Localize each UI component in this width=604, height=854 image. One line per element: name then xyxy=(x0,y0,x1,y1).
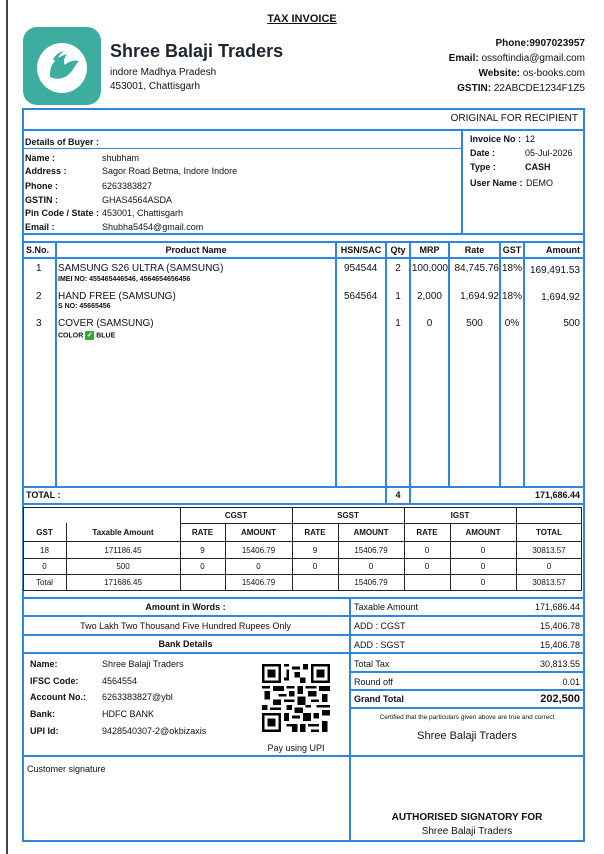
tax-col-rate: RATE xyxy=(304,528,326,537)
tax-cell: 15406.79 xyxy=(354,578,388,587)
summary-value: 30,813.55 xyxy=(539,659,580,669)
summary-value: 15,406.78 xyxy=(539,621,580,631)
divider xyxy=(22,615,349,617)
divider xyxy=(23,541,582,542)
qr-code-icon xyxy=(262,664,330,732)
gstin-value: 22ABCDE1234F1Z5 xyxy=(491,83,585,94)
invoice-no: 12 xyxy=(525,134,536,144)
tax-col-taxable: Taxable Amount xyxy=(92,528,154,537)
item-sub-value: BLUE xyxy=(96,332,116,340)
invoice-date: 05-Jul-2026 xyxy=(525,148,573,158)
buyer-phone: 6263383827 xyxy=(102,181,153,191)
divider xyxy=(22,652,349,654)
bank-upi-label: UPI Id: xyxy=(30,726,59,736)
divider xyxy=(22,233,585,235)
gstin-label: GSTIN: xyxy=(457,83,492,94)
buyer-phone-label: Phone : xyxy=(25,181,58,191)
divider xyxy=(22,634,349,636)
divider xyxy=(349,615,585,617)
company-address-line1: indore Madhya Pradesh xyxy=(110,67,217,78)
divider xyxy=(22,597,585,599)
tax-cell: 0 xyxy=(480,562,486,571)
divider xyxy=(22,755,585,757)
tax-cell: 500 xyxy=(116,562,130,571)
divider xyxy=(23,574,582,575)
divider xyxy=(23,558,582,559)
item-mrp: 2,000 xyxy=(416,291,442,302)
authorised-signatory-label: AUTHORISED SIGNATORY FOR xyxy=(391,812,543,823)
item-hsn: 954544 xyxy=(344,263,378,274)
tax-col-amount: AMOUNT xyxy=(465,528,501,537)
tax-cell: 0 xyxy=(480,578,486,587)
tax-col-rate: RATE xyxy=(416,528,438,537)
divider xyxy=(180,523,582,524)
tax-cell: 0 xyxy=(424,562,430,571)
item-name: SAMSUNG S26 ULTRA (SAMSUNG) xyxy=(58,263,224,274)
tax-cell: 0 xyxy=(256,562,261,571)
invoice-no-label: Invoice No : xyxy=(470,134,522,144)
bank-name-label: Name: xyxy=(30,659,58,669)
grand-total-label: Grand Total xyxy=(354,694,404,704)
tax-col-amount: AMOUNT xyxy=(240,528,277,537)
tax-cell: 0 xyxy=(42,562,47,571)
col-amount-header: Amount xyxy=(546,245,580,255)
item-sno: 3 xyxy=(36,318,42,329)
company-gstin xyxy=(457,83,585,94)
email-label: Email: xyxy=(448,53,479,64)
tax-cell: Total xyxy=(36,578,53,587)
bank-account: 6263383827@ybl xyxy=(102,692,173,702)
buyer-email-label: Email : xyxy=(25,222,55,232)
bank-heading: Bank Details xyxy=(158,639,213,649)
summary-label: Taxable Amount xyxy=(354,602,419,612)
buyer-gstin-label: GSTIN : xyxy=(25,195,58,205)
items-total-label: TOTAL : xyxy=(26,490,61,500)
leaf-logo-icon xyxy=(23,27,101,105)
divider xyxy=(448,241,450,486)
invoice-date-label: Date : xyxy=(470,148,496,158)
summary-value: 0.01 xyxy=(562,677,580,687)
col-mrp-header: MRP xyxy=(419,245,440,255)
item-sub: S NO: 45665456 xyxy=(58,303,111,310)
tax-cell: 15406.79 xyxy=(241,578,276,587)
bank-bank: HDFC BANK xyxy=(102,709,155,719)
item-qty: 1 xyxy=(395,291,401,302)
invoice-user: DEMO xyxy=(526,178,553,188)
company-email xyxy=(449,53,585,64)
tax-col-amount: AMOUNT xyxy=(353,528,389,537)
website-label: Website: xyxy=(478,68,520,79)
invoice-user-label: User Name : xyxy=(470,178,523,188)
item-qty: 2 xyxy=(395,263,401,274)
company-logo xyxy=(23,27,101,105)
tax-group-igst: IGST xyxy=(450,511,470,520)
tax-cell: 0 xyxy=(200,562,205,571)
item-amount: 1,694.92 xyxy=(541,292,580,303)
bank-account-name: Shree Balaji Traders xyxy=(102,659,184,669)
tax-cell: 171186.45 xyxy=(104,546,142,555)
tax-cell: 0 xyxy=(546,562,552,571)
divider xyxy=(409,241,411,503)
company-address-line2: 453001, Chattisgarh xyxy=(110,81,201,92)
grand-total-value: 202,500 xyxy=(540,693,580,705)
item-name: COVER (SAMSUNG) xyxy=(58,318,154,329)
divider xyxy=(523,241,525,486)
tax-cell: 9 xyxy=(200,546,205,555)
item-sub xyxy=(58,331,115,340)
item-gst: 0% xyxy=(504,318,520,329)
divider xyxy=(22,503,585,505)
tax-cell: 30813.57 xyxy=(532,578,566,587)
col-gst-header: GST xyxy=(502,245,522,255)
page-left-border xyxy=(6,0,8,854)
divider xyxy=(22,129,585,131)
items-total-qty: 4 xyxy=(395,490,401,500)
item-rate: 1,694.92 xyxy=(460,291,499,302)
col-hsn-header: HSN/SAC xyxy=(340,245,382,255)
item-mrp: 100,000 xyxy=(411,263,448,274)
bank-ifsc: 4564554 xyxy=(102,676,138,686)
company-website xyxy=(478,68,585,79)
summary-label: Round off xyxy=(354,677,393,687)
summary-label: ADD : CGST xyxy=(354,621,406,631)
divider xyxy=(461,129,463,233)
divider xyxy=(22,486,585,488)
authorised-signatory-name: Shree Balaji Traders xyxy=(421,826,513,837)
tax-col-rate: RATE xyxy=(191,528,214,537)
buyer-gstin: GHAS4564ASDA xyxy=(102,195,173,205)
bank-account-label: Account No.: xyxy=(30,692,86,702)
tax-cell: 9 xyxy=(312,546,318,555)
company-name: Shree Balaji Traders xyxy=(110,41,284,61)
checkbox-checked-icon: ✓ xyxy=(86,332,93,339)
items-total-amount: 171,686.44 xyxy=(534,490,580,500)
buyer-heading: Details of Buyer : xyxy=(25,137,100,147)
tax-cell: 18 xyxy=(40,546,49,555)
summary-label: Total Tax xyxy=(354,659,390,669)
item-sno: 2 xyxy=(36,291,42,302)
buyer-name: shubham xyxy=(102,153,140,163)
tax-cell: 0 xyxy=(480,546,486,555)
email-value: ossoftindia@gmail.com xyxy=(478,53,585,64)
buyer-address-label: Address : xyxy=(25,166,67,176)
buyer-pin-label: Pin Code / State : xyxy=(25,208,100,218)
item-amount: 169,491.53 xyxy=(529,265,580,276)
website-value: os-books.com xyxy=(519,68,585,79)
tax-cell: 15406.79 xyxy=(241,546,276,555)
item-rate: 84,745.76 xyxy=(454,263,499,274)
bank-ifsc-label: IFSC Code: xyxy=(30,676,79,686)
summary-value: 15,406.78 xyxy=(539,640,580,650)
buyer-address: Sagor Road Betma, Indore Indore xyxy=(102,166,238,176)
summary-label: ADD : SGST xyxy=(354,640,406,650)
copy-label: ORIGINAL FOR RECIPIENT xyxy=(450,113,578,124)
item-sub-label: COLOR xyxy=(58,332,84,340)
divider xyxy=(55,241,57,486)
item-gst: 18% xyxy=(501,263,522,274)
tax-col-gst: GST xyxy=(36,528,53,537)
divider xyxy=(499,241,501,486)
divider xyxy=(24,148,461,149)
col-product-header: Product Name xyxy=(165,245,227,255)
item-sub: IMEI NO: 455465446546, 4564654656456 xyxy=(58,276,191,283)
tax-cell: 30813.57 xyxy=(532,546,566,555)
company-phone: Phone:9907023957 xyxy=(495,38,585,49)
certification-name: Shree Balaji Traders xyxy=(417,730,517,742)
col-rate-header: Rate xyxy=(464,245,485,255)
item-name: HAND FREE (SAMSUNG) xyxy=(58,291,176,302)
buyer-pin: 453001, Chattisgarh xyxy=(102,208,184,218)
item-hsn: 564564 xyxy=(344,291,378,302)
bank-upi: 9428540307-2@okbizaxis xyxy=(102,726,207,736)
divider xyxy=(385,241,387,503)
divider xyxy=(349,634,585,636)
tax-group-sgst: SGST xyxy=(337,511,359,520)
col-sno-header: S.No. xyxy=(26,245,50,255)
document-title: TAX INVOICE xyxy=(267,13,337,25)
tax-col-total: TOTAL xyxy=(536,528,562,537)
buyer-email: Shubha5454@gmail.com xyxy=(102,222,204,232)
divider xyxy=(335,241,337,486)
divider xyxy=(349,652,585,654)
buyer-name-label: Name : xyxy=(25,153,56,163)
item-mrp: 0 xyxy=(426,318,433,329)
tax-cell: 0 xyxy=(312,562,318,571)
customer-signature-label: Customer signature xyxy=(27,764,106,774)
tax-cell: 0 xyxy=(368,562,374,571)
item-gst: 18% xyxy=(501,291,522,302)
summary-value: 171,686.44 xyxy=(534,602,580,612)
pay-upi-label: Pay using UPI xyxy=(267,743,325,753)
item-amount: 500 xyxy=(563,318,580,329)
divider xyxy=(349,671,585,673)
tax-cell: 15406.79 xyxy=(354,546,388,555)
divider xyxy=(349,689,585,691)
invoice-type: CASH xyxy=(525,162,551,172)
certification-text: Certified that the particulars given above are true and correct xyxy=(379,714,555,721)
bank-bank-label: Bank: xyxy=(30,709,56,719)
col-qty-header: Qty xyxy=(390,245,406,255)
item-qty: 1 xyxy=(395,318,401,329)
tax-group-cgst: CGST xyxy=(224,511,248,520)
tax-cell: 0 xyxy=(424,546,430,555)
amount-words-heading: Amount in Words : xyxy=(145,602,226,612)
item-rate: 500 xyxy=(466,318,483,329)
tax-cell: 171686.45 xyxy=(104,578,142,587)
item-sno: 1 xyxy=(36,263,42,274)
amount-words-text: Two Lakh Two Thousand Five Hundred Rupees Only xyxy=(80,621,291,631)
divider xyxy=(349,707,585,709)
invoice-type-label: Type : xyxy=(470,162,496,172)
